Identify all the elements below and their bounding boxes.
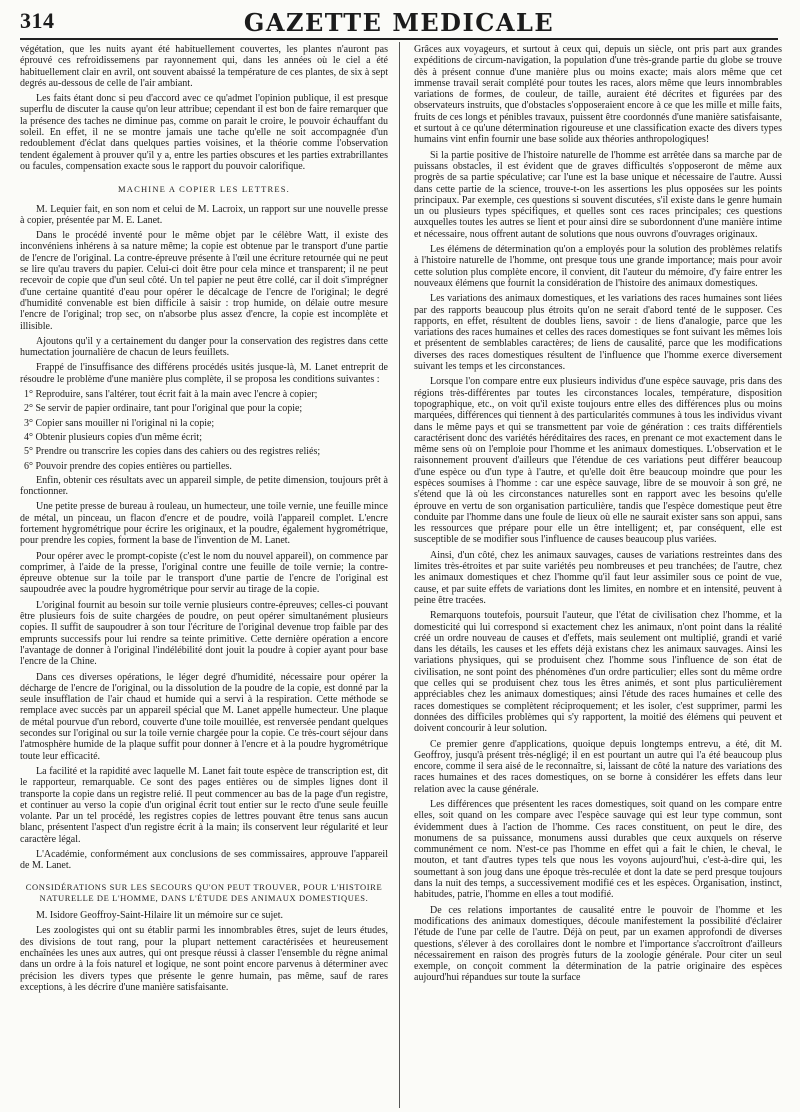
- paragraph-differences: Les différences que présentent les races domestiques, soit quand on les compare entre elles, soit quand on les compare avec l'espèce sauvage qui est leur type commun, sont évidemment dues à l'action de l'homme. Ces races constituent, on peut le dire, des monumens de sa puissance, monumens aussi durables que ceux auxquels on réserve communément ce nom. N'est-ce pas l'homme en effet qui a fait le chien, le cheval, le mouton, et tant d'autres types tels que nous les voyons aujourd'hui, c'est-à-dire qui, les soumettant à son joug dans une époque très-reculée et dont la date se perd presque toujours dans la nuit des temps, a successivement modifié ces et les espèces. Organisation, instinct, habitudes, patrie, l'homme en elles a tout modifié.: [414, 799, 782, 901]
- paragraph-ainsi: Ainsi, d'un côté, chez les animaux sauvages, causes de variations restreintes dans des limites très-étroites et par suite variétés peu nombreuses et peu tranchées; de l'autre, chez les animaux domestiques et chez l'homme qu'il faut leur assimiler sous ce point de vue, cause, et par suite effets de variations dont les limites, en nombre et en intensité, peuvent à peine être tracées.: [414, 549, 782, 606]
- paragraph-zoologistes: Les zoologistes qui ont su établir parmi les innombrables êtres, sujet de leurs études, des divisions de tout rang, pour la plupart nettement caractérisées et heureusement enchaînées les unes aux autres, qui ont presque réussi à classer l'ensemble du règne animal dans un ordre à la fois naturel et logique, ne sont point encore parvenus à déterminer avec précision les divers types que présente le genre humain, pas même, sauf de rares exceptions, à les décrire d'une manière satisfaisante.: [20, 925, 388, 993]
- paragraph-procede: Dans le procédé inventé pour le même objet par le célèbre Watt, il existe des inconvéniens inhérens à sa nature même; la copie est obtenue par le transport d'une partie de l'encre de l'original. La contre-épreuve présente à l'œil une écriture retournée qui ne peut se lire qu'au travers du papier. Celui-ci doit être pour cela mince et transparent; il ne peut recevoir de copie que d'un seul côté. Un tel papier ne peut être collé, car il doit s'imprégner d'une certaine quantité d'eau pour opérer le décalcage de l'encre de l'original; le degré d'humidité convenable est bien difficile à saisir : trop humide, on délaie outre mesure l'encre de l'original; trop sec, on n'absorbe plus assez d'encre, la copie est incomplète et illisible.: [20, 230, 388, 332]
- paragraph-frappe: Frappé de l'insuffisance des différens procédés usités jusque-là, M. Lanet entreprit de résoudre le problème d'une manière plus complète, il se proposa les conditions suivantes :: [20, 362, 388, 385]
- condition-item: 5° Prendre ou transcrire les copies dans des cahiers ou des registres reliés;: [24, 446, 321, 458]
- paragraph-remarquons: Remarquons toutefois, poursuit l'auteur, que l'état de civilisation chez l'homme, et la domesticité qui lui correspond si exactement chez les animaux, n'ont point dans la réalité créé un ordre nouveau de causes et d'effets, mais seulement ont multiplié, grandi et varié dans les détails, les causes et les effets déjà existans chez les animaux sauvages. Ainsi les variations physiques, qui se produisent chez l'homme sous l'influence de son état de civilisation, ne sont point des phénomènes d'un ordre particulier; elles sont du même ordre que celles qui se produisent chez tous les êtres animés, et sont plus particulièrement appréciables chez les animaux domestiques; ainsi l'étude des races humaines et celle des races domestiques se complètent réciproquement; et les isoler, c'est supprimer, parmi les données des difficiles problèmes qui s'y rapportent, la moitié des élémens qui peuvent et doivent concourir à leur solution.: [414, 610, 782, 735]
- condition-item: 3° Copier sans mouiller ni l'original ni la copie;: [24, 417, 215, 429]
- conditions-list: [20, 389, 388, 472]
- condition-item: 2° Se servir de papier ordinaire, tant pour l'original que pour la copie;: [24, 403, 303, 415]
- condition-item: 4° Obtenir plusieurs copies d'un même écrit;: [24, 431, 202, 443]
- newspaper-title: GAZETTE MEDICALE: [243, 8, 555, 37]
- paragraph-enfin: Enfin, obtenir ces résultats avec un appareil simple, de petite dimension, toujours prêt à fonctionner.: [20, 474, 388, 498]
- paragraph-lequier: M. Lequier fait, en son nom et celui de M. Lacroix, un rapport sur une nouvelle presse à copier, présentée par M. E. Lanet.: [20, 203, 388, 226]
- paragraph-dans: Dans ces diverses opérations, le léger degré d'humidité, nécessaire pour opérer la décharge de l'encre de l'original, ou la dissolution de la poudre de la copie, est donné par la seule insufflation de l'air chaud et humide qui a servi à la respiration. Cette méthode se remplace avec succès par un appareil spécial que M. Lanet appelle humecteur. Une plaque de métal pourvue d'un rebord, couverte d'une toile mouillée, est renversée pendant quelques secondes sur l'original ou sur la toile vernie chargée pour la copie. Ce très-court séjour dans l'atmosphère humide de la plaque suffit pour donner à l'encre et à la poudre hygrométrique toute leur efficacité.: [20, 671, 388, 762]
- paragraph-variations: Les variations des animaux domestiques, et les variations des races humaines sont liées par des rapports beaucoup plus étroits qu'on ne serait d'abord tenté de le supposer. Ces rapports, en effet, résultent de doubles liens, savoir : de liens d'analogie, parce que les variations des races humaines et celles des races domestiques se font suivant les mêmes lois et présentent de semblables caractères; de liens de causalité, parce que les modifications diverses des races domestiques résultent de l'influence que l'homme exerce diversement suivant les temps et les circonstances.: [414, 293, 782, 373]
- paragraph-original: L'original fournit au besoin sur toile vernie plusieurs contre-épreuves; celles-ci pouvant être plusieurs fois de suite chargées de poudre, on peut opérer simultanément plusieurs copies. Il suffit de saupoudrer à son tour l'écriture de l'original devenue trop faible par des emprunts successifs pour lui rendre sa teinte primitive. Cette dernière opération a encore l'avantage de donner à l'original l'indélébilité dont jouit la poudre à copier ayant pour base l'encre de la Chine.: [20, 599, 388, 668]
- condition-item: 6° Pouvoir prendre des copies entières ou partielles.: [24, 460, 232, 472]
- paragraph-facilite: La facilité et la rapidité avec laquelle M. Lanet fait toute espèce de transcription est, dit le rapporteur, remarquable. Ce sont des pages entières ou de simples lignes dont il transporte la copie dans un registre relié. Il peut commencer au bas de la page d'un registre, et continuer au verso la copie d'un original écrit tout entier sur le recto d'une seule feuille volante. Par un tel procédé, les registres copies de lettres pouvant être tenus sans aucun blanc, présentent l'aspect d'un registre écrit à la main; ils conservent leur régularité et leur caractère légal.: [20, 765, 388, 845]
- section-heading-considerations: CONSIDÉRATIONS SUR LES SECOURS QU'ON PEUT TROUVER, POUR L'HISTOIRE NATURELLE DE L'HOMME, DANS L'ÉTUDE DES ANIMAUX DOMESTIQUES.: [25, 881, 383, 903]
- column-divider: [399, 42, 400, 1108]
- paragraph-ajoutons: Ajoutons qu'il y a certainement du danger pour la conservation des registres dans cette humectation journalière de chacun de leurs feuillets.: [20, 335, 388, 359]
- paragraph-lorsque: Lorsque l'on compare entre eux plusieurs individus d'une espèce sauvage, pris dans des régions très-différentes par toutes les circonstances locales, température, disposition topographique, etc., on voit qu'il existe toujours entre elles des différences plus ou moins marquées, différences qui tiennent à des particularités communes à tous les individus vivant dans le même pays et qui se transmettent par voie de génération : ces traits différentiels caractérisent donc des variétés héréditaires des races, en prenant ce mot exactement dans le même sens où on l'emploie pour l'homme et les animaux domestiques. L'observation et le raisonnement prouvent d'ailleurs que l'étendue de ces variations peut différer beaucoup d'une espèce ou d'un type à l'autre, et qu'elle doit être beaucoup moindre que pour les espèces soumises à l'homme : car une espèce sauvage, libre de se mouvoir à son gré, ne s'étend que là où les circonstances naturelles sont en rapport avec les besoins qu'elle éprouve en vertu de son organisation particulière, tandis que l'espèce domestique peut être conduite par l'homme dans une foule de lieux où elle ne saurait exister sans son appui, sans les ressources que prépare pour elle un être intelligent; et, par conséquent, elle est susceptible de se modifier sous l'influence de causes beaucoup plus variées.: [414, 376, 782, 546]
- section-heading-machine: MACHINE A COPIER LES LETTRES.: [118, 184, 290, 195]
- paragraph-academie: L'Académie, conformément aux conclusions de ses commissaires, approuve l'appareil de M. Lanet.: [20, 849, 388, 872]
- paragraph-si: Si la partie positive de l'histoire naturelle de l'homme est arrêtée dans sa marche par de puissans obstacles, il est évident que de graves difficultés s'opposeront de même aux progrès de sa partie spéculative; car l'une est la base unique et nécessaire de l'autre. Aussi dans cette partie de la science, trouve-t-on les assertions les plus opposées sur les points principaux. Par exemple, ces questions si souvent discutées, s'il existe dans le genre humain un ou plusieurs types spécifiques, et quelles sont ces races principales; ces questions auxquelles toutes les autres se lient et pour ainsi dire se subordonnent d'une manière intime et nécessaire, nous offrent autant de solutions que nous ouvrons d'ouvrages originaux.: [414, 149, 782, 240]
- page-number: 314: [20, 8, 55, 33]
- paragraph-isidore: M. Isidore Geoffroy-Saint-Hilaire lit un mémoire sur ce sujet.: [36, 910, 283, 922]
- paragraph-intro: végétation, que les nuits ayant été habituellement couvertes, les plantes n'auront pas éprouvé ces refroidissemens par rayonnement qui, dans les années où le ciel a été habituellement clair en avril, ont souvent abaissé la température de ces plantes, de six à sept degrés au-dessous de celle de l'air ambiant.: [20, 44, 388, 89]
- paragraph-elemens: Les élémens de détermination qu'on a employés pour la solution des problèmes relatifs à l'histoire naturelle de l'homme, ont presque tous une grande importance; mais pour avoir cette solution plus complète encore, il convient, dit l'auteur du mémoire, d'y faire entrer les nouveaux élémens que fournit la considération de l'histoire des animaux domestiques.: [414, 244, 782, 289]
- paragraph-faits: Les faits étant donc si peu d'accord avec ce qu'admet l'opinion publique, il est presque superflu de discuter la cause qu'on leur attribue; cependant il est bon de faire remarquer que la présence des taches ne diminue pas, comme on parait le croire, le pouvoir échauffant du soleil. En effet, il ne se montre jamais une tache qu'elle ne soit accompagnée d'un redoublement d'éclat dans quelques parties voisines, et la théorie comme l'observation tendent également à prouver qu'il y a, entre les parties obscures et les parties extrabrillantes ou facules, compensation exacte sous le rapport du pouvoir calorifique.: [20, 93, 388, 172]
- right-column: [414, 44, 782, 1104]
- paragraph-graces: Grâces aux voyageurs, et surtout à ceux qui, depuis un siècle, ont pris part aux grandes expéditions de circum-navigation, la population d'une très-grande partie du globe se trouve dès à présent connue d'une manière plus ou moins exacte; mais alors même que cet immense travail serait complété pour toutes les races, alors même que leurs innombrables variations de formes, de couleur, de taille, auraient été décrites et figurées par des observateurs instruits, que d'obstacles s'opposeraient encore à ce que les mille et mille faits, fruits de ces longs et pénibles travaux, puissent être coordonnés d'une manière satisfaisante, et surtout à ce qu'une détermination rigoureuse et une classification exacte des divers types humains vint enfin fournir une base solide aux théories anthropologiques!: [414, 44, 782, 146]
- paragraph-premier: Ce premier genre d'applications, quoique depuis longtemps entrevu, a été, dit M. Geoffroy, jusqu'à présent très-négligé; il en est pourtant un autre qui l'a été beaucoup plus encore, comme il sera aisé de le reconnaître, si, laissant de côté la nature des variations des races humaines et des races domestiques, on se borne à considérer les effets dans leur relation avec la cause générale.: [414, 738, 782, 795]
- paragraph-operer: Pour opérer avec le prompt-copiste (c'est le nom du nouvel appareil), on commence par comprimer, à l'aide de la presse, l'original contre une feuille de toile vernie; la contre-épreuve obtenue sur la toile par le transport d'une partie de l'encre de l'original est saupoudrée avec la poudre hygrométrique pour servir au tirage de la copie.: [20, 550, 388, 596]
- paragraph-presse: Une petite presse de bureau à rouleau, un humecteur, une toile vernie, une feuille mince de métal, un pinceau, un flacon d'encre et de poudre, voilà l'appareil complet. L'encre fortement hygrométrique pour écrire les originaux, et la poudre, également hygrométrique, pour prendre les copies, forment la base de l'invention de M. Lanet.: [20, 501, 388, 547]
- page-header: [20, 8, 778, 40]
- paragraph-relations: De ces relations importantes de causalité entre le pouvoir de l'homme et les modifications des animaux domestiques, découle manifestement la possibilité d'éclairer l'étude de l'une par celle de l'autre. Déjà on peut, par un examen approfondi de diverses questions, s'élever à des corollaires dont le nombre et l'importance s'accroîtront d'ailleurs nécessairement en raison des progrès futurs de la zoologie générale. Pour citer un seul exemple, on conçoit comment la détermination de la patrie originaire des espèces aujourd'hui répandues sur toute la surface: [414, 904, 782, 984]
- left-column: [20, 44, 388, 1104]
- condition-item: 1° Reproduire, sans l'altérer, tout écrit fait à la main avec l'encre à copier;: [24, 389, 318, 401]
